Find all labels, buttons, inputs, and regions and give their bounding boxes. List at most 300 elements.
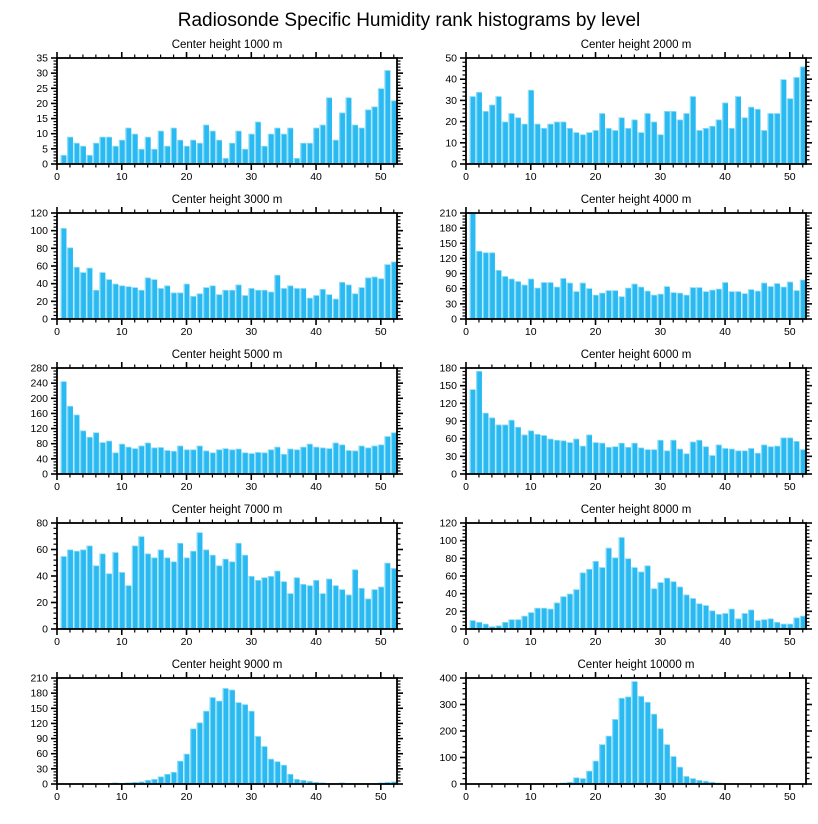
bar-fill bbox=[510, 620, 515, 629]
bar-fill bbox=[165, 775, 170, 784]
axis-label: 200 bbox=[439, 725, 457, 738]
bar-fill bbox=[366, 448, 371, 474]
axis-label: 60 bbox=[36, 748, 48, 761]
bar-fill bbox=[620, 118, 625, 164]
axis-label: 10 bbox=[524, 791, 537, 803]
bar-fill bbox=[327, 449, 332, 474]
bar-fill bbox=[503, 623, 508, 629]
bar-fill bbox=[256, 453, 261, 474]
bar-fill bbox=[211, 131, 216, 164]
bar-fill bbox=[191, 552, 196, 629]
bar-fill bbox=[723, 449, 728, 474]
bar-fill bbox=[542, 129, 547, 164]
bar-fill bbox=[613, 131, 618, 164]
bar-fill bbox=[295, 289, 300, 319]
bar-fill bbox=[217, 450, 222, 474]
bar-fill bbox=[256, 737, 261, 784]
bar-fill bbox=[775, 447, 780, 474]
axis-label: 50 bbox=[374, 326, 387, 338]
axis-label: 20 bbox=[36, 295, 48, 308]
bar-fill bbox=[133, 135, 138, 164]
bars-4000m bbox=[469, 213, 805, 319]
axis-label: 90 bbox=[36, 733, 48, 746]
bar-fill bbox=[204, 712, 209, 784]
bar-fill bbox=[107, 280, 112, 319]
bar-fill bbox=[360, 589, 365, 629]
bar-fill bbox=[795, 618, 800, 629]
bar-fill bbox=[114, 284, 119, 319]
bar-fill bbox=[659, 295, 664, 319]
bar-fill bbox=[587, 435, 592, 474]
axis-label: 20 bbox=[589, 481, 602, 493]
bar-fill bbox=[743, 614, 748, 629]
bar-fill bbox=[801, 617, 806, 629]
axis-label: 120 bbox=[30, 423, 48, 436]
axis-label: 40 bbox=[719, 481, 731, 493]
axis-label: 150 bbox=[439, 380, 457, 393]
bar-fill bbox=[107, 441, 112, 474]
bar-fill bbox=[120, 286, 125, 319]
bar-fill bbox=[308, 144, 313, 164]
axis-label: 100 bbox=[439, 752, 457, 764]
bar-fill bbox=[127, 128, 132, 164]
bar-fill bbox=[743, 294, 748, 319]
bar-fill bbox=[301, 585, 306, 629]
bar-fill bbox=[723, 283, 728, 319]
bar-fill bbox=[230, 144, 235, 164]
panel-title-10000m: Center height 10000 m bbox=[577, 659, 695, 671]
bar-fill bbox=[587, 289, 592, 319]
bar-fill bbox=[749, 290, 754, 319]
histogram-4000m bbox=[409, 191, 818, 346]
bars-7000m bbox=[60, 532, 396, 629]
bar-fill bbox=[756, 454, 761, 474]
bar-fill bbox=[243, 556, 248, 629]
bar-fill bbox=[639, 448, 644, 474]
bar-fill bbox=[607, 129, 612, 164]
bar-fill bbox=[114, 553, 119, 629]
bar-fill bbox=[646, 450, 651, 474]
bar-fill bbox=[497, 271, 502, 319]
bar-fill bbox=[691, 288, 696, 319]
bar-fill bbox=[204, 451, 209, 474]
bar-fill bbox=[386, 71, 391, 164]
bar-fill bbox=[769, 287, 774, 319]
bar-fill bbox=[652, 296, 657, 319]
bar-fill bbox=[269, 450, 274, 474]
bar-fill bbox=[172, 562, 177, 629]
bar-fill bbox=[697, 441, 702, 474]
bar-fill bbox=[230, 690, 235, 784]
axis-label: 210 bbox=[30, 672, 48, 685]
bar-fill bbox=[88, 156, 93, 164]
bar-fill bbox=[477, 372, 482, 474]
bar-fill bbox=[314, 581, 319, 629]
axis-label: 400 bbox=[439, 672, 457, 685]
bar-fill bbox=[230, 562, 235, 629]
bar-fill bbox=[659, 441, 664, 474]
axis-label: 0 bbox=[42, 623, 48, 636]
bar-fill bbox=[360, 446, 365, 474]
bar-fill bbox=[672, 112, 677, 164]
axis-label: 10 bbox=[524, 171, 537, 183]
bar-fill bbox=[301, 289, 306, 319]
bar-fill bbox=[710, 127, 715, 164]
bar-fill bbox=[172, 452, 177, 474]
bar-fill bbox=[672, 582, 677, 629]
bar-fill bbox=[392, 262, 397, 319]
panel-7000m bbox=[0, 501, 409, 656]
bar-fill bbox=[477, 252, 482, 319]
bars-8000m bbox=[469, 537, 805, 629]
bar-fill bbox=[321, 448, 326, 474]
bar-fill bbox=[159, 448, 164, 474]
bar-fill bbox=[555, 441, 560, 474]
bar-fill bbox=[185, 450, 190, 474]
bar-fill bbox=[301, 144, 306, 164]
axis-label: 60 bbox=[445, 283, 457, 296]
bar-fill bbox=[217, 141, 222, 164]
bar-fill bbox=[620, 297, 625, 319]
bar-fill bbox=[321, 290, 326, 319]
bar-fill bbox=[730, 609, 735, 629]
bar-fill bbox=[691, 599, 696, 629]
bar-fill bbox=[133, 546, 138, 629]
bar-fill bbox=[697, 131, 702, 164]
histogram-3000m bbox=[0, 191, 409, 346]
bar-fill bbox=[224, 689, 229, 784]
bar-fill bbox=[140, 150, 145, 164]
bar-fill bbox=[762, 131, 767, 164]
axis-label: 0 bbox=[54, 636, 60, 648]
bar-fill bbox=[795, 78, 800, 164]
bar-fill bbox=[366, 110, 371, 164]
bar-fill bbox=[723, 103, 728, 164]
axis-label: 0 bbox=[451, 158, 457, 171]
axis-label: 10 bbox=[524, 326, 537, 338]
axis-label: 30 bbox=[36, 67, 48, 80]
bar-fill bbox=[646, 566, 651, 629]
axis-label: 0 bbox=[54, 171, 60, 183]
axis-label: 20 bbox=[180, 481, 193, 493]
bar-fill bbox=[529, 613, 534, 629]
bar-fill bbox=[549, 125, 554, 164]
bar-fill bbox=[101, 443, 106, 474]
bar-fill bbox=[626, 559, 631, 629]
bars-9000m bbox=[60, 688, 396, 784]
bar-fill bbox=[620, 699, 625, 784]
bar-fill bbox=[510, 114, 515, 164]
axis-label: 100 bbox=[30, 225, 48, 238]
bar-fill bbox=[555, 122, 560, 164]
bar-fill bbox=[710, 611, 715, 629]
bar-fill bbox=[600, 745, 605, 784]
axis-label: 100 bbox=[439, 535, 457, 548]
bar-fill bbox=[665, 745, 670, 784]
axis-label: 40 bbox=[719, 791, 731, 803]
bar-fill bbox=[146, 443, 151, 474]
bar-fill bbox=[633, 444, 638, 474]
bar-fill bbox=[178, 446, 183, 474]
axis-label: 10 bbox=[36, 128, 48, 141]
panel-5000m bbox=[0, 346, 409, 501]
axis-label: 0 bbox=[42, 313, 48, 326]
bar-fill bbox=[250, 577, 255, 629]
bar-fill bbox=[269, 135, 274, 164]
bar-fill bbox=[523, 285, 528, 319]
axis-label: 10 bbox=[524, 481, 537, 493]
bar-fill bbox=[172, 128, 177, 164]
bar-fill bbox=[276, 276, 281, 319]
bar-fill bbox=[88, 546, 93, 629]
bar-fill bbox=[639, 287, 644, 319]
bar-fill bbox=[353, 294, 358, 319]
bar-fill bbox=[288, 128, 293, 164]
bar-fill bbox=[276, 448, 281, 474]
bar-fill bbox=[347, 595, 352, 629]
axis-label: 20 bbox=[589, 326, 602, 338]
bar-fill bbox=[775, 623, 780, 629]
axis-label: 25 bbox=[36, 82, 48, 95]
bar-fill bbox=[594, 296, 599, 319]
axis-label: 40 bbox=[36, 278, 48, 291]
bar-fill bbox=[659, 135, 664, 164]
bar-fill bbox=[613, 447, 618, 474]
axis-label: 120 bbox=[30, 717, 48, 730]
panel-title-4000m: Center height 4000 m bbox=[580, 194, 692, 206]
axis-label: 50 bbox=[783, 326, 796, 338]
bar-fill bbox=[191, 729, 196, 784]
histogram-2000m bbox=[409, 36, 818, 191]
bar-fill bbox=[211, 556, 216, 629]
panel-title-1000m: Center height 1000 m bbox=[171, 39, 283, 51]
bar-fill bbox=[68, 248, 73, 319]
bar-fill bbox=[237, 131, 242, 164]
bar-fill bbox=[581, 573, 586, 629]
bar-fill bbox=[152, 558, 157, 629]
bar-fill bbox=[529, 279, 534, 319]
bar-fill bbox=[574, 590, 579, 629]
bar-fill bbox=[594, 131, 599, 164]
histogram-1000m bbox=[0, 36, 409, 191]
bar-fill bbox=[94, 566, 99, 629]
bar-fill bbox=[652, 450, 657, 474]
bar-fill bbox=[484, 414, 489, 474]
bars-3000m bbox=[60, 228, 396, 319]
bar-fill bbox=[652, 589, 657, 629]
bar-fill bbox=[697, 288, 702, 319]
bar-fill bbox=[607, 737, 612, 784]
bar-fill bbox=[185, 755, 190, 784]
axis-label: 40 bbox=[719, 326, 731, 338]
bar-fill bbox=[308, 445, 313, 474]
bar-fill bbox=[282, 135, 287, 164]
bar-fill bbox=[146, 278, 151, 319]
axis-label: 40 bbox=[310, 791, 322, 803]
bar-fill bbox=[685, 296, 690, 319]
bar-fill bbox=[127, 287, 132, 319]
bar-fill bbox=[263, 147, 268, 164]
bar-fill bbox=[549, 283, 554, 319]
bar-fill bbox=[75, 144, 80, 164]
bar-fill bbox=[94, 291, 99, 319]
bar-fill bbox=[120, 141, 125, 164]
axis-label: 20 bbox=[180, 636, 193, 648]
axis-label: 0 bbox=[463, 481, 469, 493]
bar-fill bbox=[334, 141, 339, 164]
bar-fill bbox=[626, 129, 631, 164]
bar-fill bbox=[269, 292, 274, 319]
axis-label: 0 bbox=[463, 171, 469, 183]
bar-fill bbox=[678, 768, 683, 784]
bar-fill bbox=[607, 549, 612, 629]
bar-fill bbox=[574, 292, 579, 319]
bar-fill bbox=[178, 293, 183, 319]
bar-fill bbox=[314, 128, 319, 164]
bar-fill bbox=[62, 382, 67, 474]
bar-fill bbox=[678, 587, 683, 629]
bar-fill bbox=[101, 273, 106, 319]
bar-fill bbox=[347, 451, 352, 474]
bar-fill bbox=[172, 293, 177, 319]
bar-fill bbox=[717, 120, 722, 164]
bar-fill bbox=[230, 291, 235, 319]
bar-fill bbox=[256, 581, 261, 629]
bar-fill bbox=[88, 269, 93, 319]
axis-label: 20 bbox=[180, 171, 193, 183]
axis-label: 20 bbox=[589, 636, 602, 648]
bar-fill bbox=[497, 425, 502, 474]
axis-label: 20 bbox=[589, 791, 602, 803]
bar-fill bbox=[490, 253, 495, 319]
bar-fill bbox=[282, 455, 287, 474]
bar-fill bbox=[107, 574, 112, 629]
bar-fill bbox=[756, 292, 761, 319]
axis-label: 20 bbox=[180, 326, 193, 338]
bar-fill bbox=[633, 120, 638, 164]
bar-fill bbox=[497, 97, 502, 164]
bar-fill bbox=[392, 569, 397, 629]
bar-fill bbox=[340, 445, 345, 474]
axis-label: 50 bbox=[783, 791, 796, 803]
bar-fill bbox=[561, 122, 566, 164]
bar-fill bbox=[263, 291, 268, 319]
bar-fill bbox=[769, 619, 774, 629]
axis-label: 120 bbox=[439, 517, 457, 530]
bar-fill bbox=[152, 448, 157, 474]
panel-title-6000m: Center height 6000 m bbox=[580, 349, 692, 361]
axis-label: 50 bbox=[783, 636, 796, 648]
axis-label: 40 bbox=[719, 636, 731, 648]
bar-fill bbox=[204, 288, 209, 319]
axis-label: 0 bbox=[42, 468, 48, 481]
bar-fill bbox=[710, 291, 715, 319]
bar-fill bbox=[717, 290, 722, 319]
axis-label: 30 bbox=[654, 326, 667, 338]
bar-fill bbox=[198, 446, 203, 474]
bar-fill bbox=[282, 766, 287, 784]
bar-fill bbox=[224, 560, 229, 629]
axis-label: 240 bbox=[30, 377, 48, 390]
bar-fill bbox=[788, 282, 793, 319]
axis-label: 0 bbox=[463, 326, 469, 338]
bar-fill bbox=[288, 449, 293, 474]
bar-fill bbox=[217, 702, 222, 784]
bar-fill bbox=[471, 214, 476, 319]
axis-label: 30 bbox=[654, 481, 667, 493]
bar-fill bbox=[185, 558, 190, 629]
bar-fill bbox=[386, 265, 391, 319]
figure-title: Radiosonde Specific Humidity rank histograms by level bbox=[177, 10, 641, 31]
bar-fill bbox=[114, 453, 119, 474]
axis-label: 40 bbox=[310, 171, 322, 183]
bar-fill bbox=[159, 777, 164, 784]
axis-label: 30 bbox=[654, 791, 667, 803]
bar-fill bbox=[542, 436, 547, 474]
bar-fill bbox=[146, 554, 151, 629]
bar-fill bbox=[250, 712, 255, 784]
bar-fill bbox=[697, 604, 702, 629]
bar-fill bbox=[788, 438, 793, 474]
bar-fill bbox=[665, 451, 670, 474]
axis-label: 10 bbox=[115, 326, 128, 338]
bar-fill bbox=[81, 550, 86, 629]
bar-fill bbox=[775, 284, 780, 319]
bar-fill bbox=[269, 577, 274, 629]
bar-fill bbox=[587, 570, 592, 629]
bar-fill bbox=[178, 141, 183, 164]
bar-fill bbox=[133, 449, 138, 474]
axis-label: 20 bbox=[445, 605, 457, 618]
bar-fill bbox=[237, 703, 242, 784]
bar-fill bbox=[749, 449, 754, 474]
bar-fill bbox=[477, 623, 482, 629]
bar-fill bbox=[243, 453, 248, 474]
bar-fill bbox=[327, 295, 332, 319]
axis-label: 90 bbox=[445, 415, 457, 428]
bar-fill bbox=[600, 444, 605, 474]
bar-fill bbox=[276, 128, 281, 164]
bar-fill bbox=[607, 291, 612, 319]
histogram-5000m bbox=[0, 346, 409, 501]
bar-fill bbox=[523, 435, 528, 474]
bar-fill bbox=[762, 283, 767, 319]
bar-fill bbox=[730, 129, 735, 164]
bar-fill bbox=[594, 761, 599, 784]
bar-fill bbox=[510, 279, 515, 319]
bar-fill bbox=[594, 562, 599, 629]
bar-fill bbox=[152, 280, 157, 319]
bar-fill bbox=[198, 723, 203, 784]
axis-label: 150 bbox=[30, 702, 48, 715]
bar-fill bbox=[321, 594, 326, 629]
axis-label: 210 bbox=[439, 207, 457, 220]
axis-label: 60 bbox=[445, 570, 457, 583]
bar-fill bbox=[633, 284, 638, 319]
bar-fill bbox=[678, 449, 683, 474]
bar-fill bbox=[613, 291, 618, 319]
bar-fill bbox=[672, 293, 677, 319]
bar-fill bbox=[295, 578, 300, 629]
bar-fill bbox=[198, 533, 203, 629]
bar-fill bbox=[568, 283, 573, 319]
bar-fill bbox=[373, 446, 378, 474]
bar-fill bbox=[204, 125, 209, 164]
bar-fill bbox=[340, 283, 345, 319]
axis-label: 0 bbox=[451, 623, 457, 636]
bar-fill bbox=[263, 453, 268, 474]
bar-fill bbox=[94, 144, 99, 164]
